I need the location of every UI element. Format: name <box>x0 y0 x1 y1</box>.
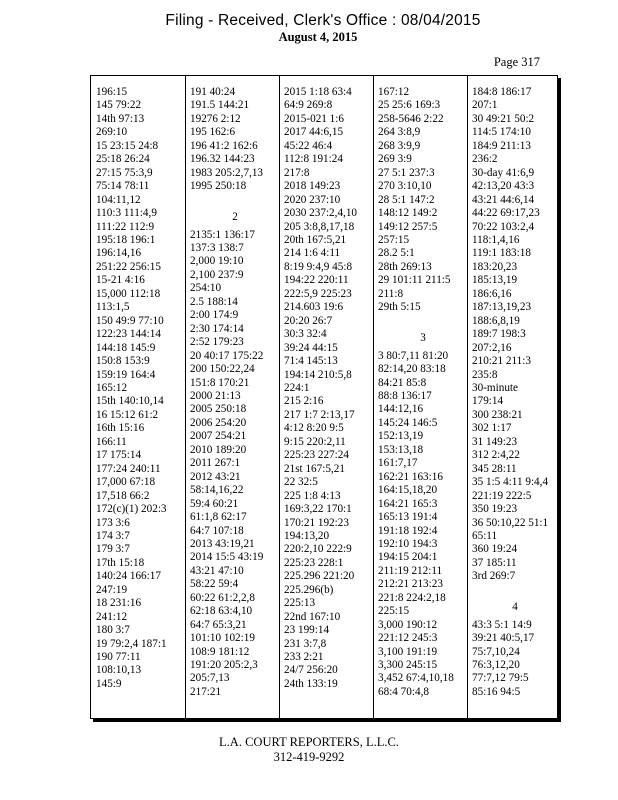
index-entry: 85:16 94:5 <box>472 685 521 698</box>
index-entry: 268 3:9,9 <box>378 139 421 152</box>
index-entry: 150 49:9 77:10 <box>96 314 164 327</box>
index-entry: 2000 21:13 <box>190 389 241 402</box>
index-entry: 173 3:6 <box>96 516 130 529</box>
index-entry: 196.32 144:23 <box>190 153 255 166</box>
index-entry: 149:12 257:5 <box>378 220 438 233</box>
index-entry: 140:24 166:17 <box>96 570 161 583</box>
index-entry: 161:7,17 <box>378 457 418 470</box>
index-entry: 23 199:14 <box>284 624 330 637</box>
index-entry: 189:7 198:3 <box>472 328 526 341</box>
index-entry: 2014 15:5 43:19 <box>190 551 264 564</box>
index-entry: 179 3:7 <box>96 543 130 556</box>
index-entry: 214.603 19:6 <box>284 301 344 314</box>
index-entry: 200 150:22,24 <box>190 363 255 376</box>
index-entry: 17,000 67:18 <box>96 476 156 489</box>
index-entry: 1995 250:18 <box>190 180 247 193</box>
index-entry: 269:10 <box>96 126 128 139</box>
index-entry: 15-21 4:16 <box>96 274 145 287</box>
index-entry: 224:1 <box>284 381 310 394</box>
index-entry: 165:12 <box>96 381 128 394</box>
index-entry: 3,100 191:19 <box>378 645 438 658</box>
index-entry: 2.5 188:14 <box>190 295 238 308</box>
index-entry: 233 2:21 <box>284 651 324 664</box>
index-entry: 225:23 227:24 <box>284 449 349 462</box>
index-entry: 45:22 46:4 <box>284 139 333 152</box>
index-entry: 205 3:8,8,17,18 <box>284 220 355 233</box>
index-entry: 221:8 224:2,18 <box>378 591 446 604</box>
index-entry: 28th 269:13 <box>378 260 432 273</box>
index-entry: 269 3:9 <box>378 153 412 166</box>
index-entry: 64:9 269:8 <box>284 99 333 112</box>
index-entry: 64:7 107:18 <box>190 524 244 537</box>
index-entry: 19276 2:12 <box>190 112 241 125</box>
index-entry: 270 3:10,10 <box>378 180 432 193</box>
index-entry: 61:1,8 62:17 <box>190 511 247 524</box>
index-entry: 43:3 5:1 14:9 <box>472 618 532 631</box>
index-entry: 312 2:4,22 <box>472 449 520 462</box>
index-entry: 2030 237:2,4,10 <box>284 207 358 220</box>
index-entry: 231 3:7,8 <box>284 637 327 650</box>
index-entry: 177:24 240:11 <box>96 462 161 475</box>
index-entry: 58:22 59:4 <box>190 578 239 591</box>
index-entry: 153:13,18 <box>378 443 424 456</box>
index-entry: 2012 43:21 <box>190 470 241 483</box>
index-entry: 254:10 <box>190 282 222 295</box>
index-entry: 119:1 183:18 <box>472 247 531 260</box>
index-entry: 29th 5:15 <box>378 301 421 314</box>
index-column-5 <box>467 76 558 718</box>
index-entry: 2:30 174:14 <box>190 322 244 335</box>
index-entry: 345 28:11 <box>472 462 517 475</box>
index-entry: 43:21 44:6,14 <box>472 193 535 206</box>
filing-date: August 4, 2015 <box>278 30 358 44</box>
index-entry: 2:00 174:9 <box>190 309 239 322</box>
index-entry: 108:10,13 <box>96 664 142 677</box>
index-entry: 35 1:5 4:11 9:4,4 <box>472 476 549 489</box>
index-entry: 159:19 164:4 <box>96 368 156 381</box>
index-entry: 108:9 181:12 <box>190 645 250 658</box>
filing-stamp: Filing - Received, Clerk's Office : 08/04/2015 <box>165 12 481 29</box>
index-entry: 207:1 <box>472 99 498 112</box>
index-entry: 2007 254:21 <box>190 430 247 443</box>
index-entry: 2011 267:1 <box>190 457 241 470</box>
index-entry: 191.5 144:21 <box>190 99 250 112</box>
index-entry: 205:7,13 <box>190 672 230 685</box>
index-entry: 145 79:22 <box>96 99 142 112</box>
index-entry: 192:10 194:3 <box>378 537 438 550</box>
index-entry: 30:3 32:4 <box>284 328 327 341</box>
index-entry: 217:8 <box>284 166 310 179</box>
index-entry: 17,518 66:2 <box>96 489 150 502</box>
index-entry: 2,100 237:9 <box>190 268 244 281</box>
index-entry: 247:19 <box>96 583 128 596</box>
index-entry: 2005 250:18 <box>190 403 247 416</box>
index-entry: 196:15 <box>96 86 128 98</box>
index-entry: 302 1:17 <box>472 422 512 435</box>
index-entry: 170:21 192:23 <box>284 516 349 529</box>
index-entry: 185:13,19 <box>472 274 518 287</box>
index-section-heading: 3 <box>420 332 426 345</box>
index-entry: 220:2,10 222:9 <box>284 543 352 556</box>
index-entry: 15,000 112:18 <box>96 287 161 300</box>
index-entry: 3,000 190:12 <box>378 618 438 631</box>
index-entry: 191:18 192:4 <box>378 524 438 537</box>
index-entry <box>378 315 468 328</box>
index-entry: 110:3 111:4,9 <box>96 207 157 220</box>
index-entry: 104:11,12 <box>96 193 141 206</box>
index-entry: 88:8 136:17 <box>378 389 432 402</box>
index-entry: 2006 254:20 <box>190 416 247 429</box>
index-entry: 221:19 222:5 <box>472 489 532 502</box>
index-entry: 225 1:8 4:13 <box>284 489 341 502</box>
index-entry: 194:14 210:5,8 <box>284 368 352 381</box>
index-entry: 183:20,23 <box>472 260 518 273</box>
index-entry: 215 2:16 <box>284 395 324 408</box>
index-entry: 28 5:1 147:2 <box>378 193 435 206</box>
index-entry: 191 40:24 <box>190 86 236 98</box>
index-entry: 8:19 9:4,9 45:8 <box>284 260 353 273</box>
index-entry: 114:5 174:10 <box>472 126 531 139</box>
index-entry: 257:15 <box>378 233 410 246</box>
index-entry: 62:18 63:4,10 <box>190 605 253 618</box>
footer <box>0 735 618 765</box>
index-entry: 111:22 112:9 <box>96 220 155 233</box>
index-entry: 195 162:6 <box>190 126 236 139</box>
index-entry: 75:7,10,24 <box>472 645 520 658</box>
index-entry: 184:9 211:13 <box>472 139 531 152</box>
index-entry: 264 3:8,9 <box>378 126 421 139</box>
index-entry: 39:21 40:5,17 <box>472 632 535 645</box>
index-entry: 25 25:6 169:3 <box>378 99 441 112</box>
index-column-3 <box>279 76 374 718</box>
index-entry: 44:22 69:17,23 <box>472 207 540 220</box>
index-entry: 165:13 191:4 <box>378 511 438 524</box>
page-number: Page 317 <box>493 55 540 69</box>
index-entry: 20:20 26:7 <box>284 314 333 327</box>
index-entry: 152:13,19 <box>378 430 424 443</box>
index-entry: 144:18 145:9 <box>96 341 156 354</box>
index-entry: 2135:1 136:17 <box>190 228 255 241</box>
index-entry: 68:4 70:4,8 <box>378 685 429 698</box>
index-entry: 186:6,16 <box>472 287 512 300</box>
index-entry: 30-day 41:6,9 <box>472 166 535 179</box>
index-entry: 144:12,16 <box>378 403 424 416</box>
index-entry: 225:15 <box>378 605 410 618</box>
index-entry: 211:19 212:11 <box>378 564 443 577</box>
index-entry: 70:22 103:2,4 <box>472 220 535 233</box>
index-section-heading: 2 <box>232 211 238 224</box>
index-entry: 20 40:17 175:22 <box>190 349 264 362</box>
index-entry: 188:6,8,19 <box>472 314 520 327</box>
index-entry: 150:8 153:9 <box>96 355 150 368</box>
index-entry: 145:24 146:5 <box>378 416 438 429</box>
index-entry: 2013 43:19,21 <box>190 537 255 550</box>
index-entry: 17th 15:18 <box>96 556 145 569</box>
index-entry: 36 50:10,22 51:1 <box>472 516 549 529</box>
index-entry: 2,000 19:10 <box>190 255 244 268</box>
index-column-2 <box>185 76 280 718</box>
index-entry: 162:21 163:16 <box>378 470 443 483</box>
index-entry: 212:21 213:23 <box>378 578 443 591</box>
index-entry: 39:24 44:15 <box>284 341 338 354</box>
index-entry: 180 3:7 <box>96 624 130 637</box>
index-entry: 236:2 <box>472 153 498 166</box>
index-entry <box>190 194 280 207</box>
index-entry: 9:15 220:2,11 <box>284 435 346 448</box>
index-entry: 15 23:15 24:8 <box>96 139 159 152</box>
index-section-heading: 4 <box>512 601 518 614</box>
index-entry: 28.2 5:1 <box>378 247 415 260</box>
index-entry: 210:21 211:3 <box>472 355 531 368</box>
index-entry: 43:21 47:10 <box>190 564 244 577</box>
index-entry: 217:21 <box>190 685 222 698</box>
index-entry: 225.296(b) <box>284 583 334 596</box>
index-entry: 360 19:24 <box>472 543 518 556</box>
court-reporter-phone: 312-419-9292 <box>273 750 345 764</box>
index-entry: 112:8 191:24 <box>284 153 343 166</box>
index-entry: 65:11 <box>472 529 498 542</box>
index-entry: 17 175:14 <box>96 449 142 462</box>
index-entry: 82:14,20 83:18 <box>378 363 446 376</box>
index-entry: 151:8 170:21 <box>190 376 250 389</box>
index-entry: 148:12 149:2 <box>378 207 438 220</box>
index-entry: 22 32:5 <box>284 476 318 489</box>
index-entry: 30 49:21 50:2 <box>472 112 535 125</box>
index-entry: 2020 237:10 <box>284 193 341 206</box>
index-entry: 195:18 196:1 <box>96 233 156 246</box>
index-entry: 42:13,20 43:3 <box>472 180 535 193</box>
index-entry: 190 77:11 <box>96 651 141 664</box>
index-entry: 27:15 75:3,9 <box>96 166 153 179</box>
filing-header <box>0 12 618 45</box>
index-entry: 164:21 165:3 <box>378 497 438 510</box>
index-entry: 24th 133:19 <box>284 677 338 690</box>
index-entry: 350 19:23 <box>472 503 518 516</box>
index-entry: 217 1:7 2:13,17 <box>284 408 355 421</box>
index-entry: 60:22 61:2,2,8 <box>190 591 255 604</box>
index-entry: 113:1,5 <box>96 301 130 314</box>
index-column-4 <box>373 76 468 718</box>
index-entry: 25:18 26:24 <box>96 153 150 166</box>
index-entry: 58:14,16,22 <box>190 484 244 497</box>
index-entry: 3rd 269:7 <box>472 570 516 583</box>
index-entry: 166:11 <box>96 435 127 448</box>
index-entry <box>472 584 558 597</box>
index-entry: 221:12 245:3 <box>378 632 438 645</box>
index-entry: 225:23 228:1 <box>284 556 344 569</box>
index-entry: 118:1,4,16 <box>472 233 520 246</box>
index-entry: 300 238:21 <box>472 408 523 421</box>
index-entry: 31 149:23 <box>472 435 518 448</box>
index-entry: 194:22 220:11 <box>284 274 349 287</box>
index-entry: 194:13,20 <box>284 529 330 542</box>
index-entry: 196 41:2 162:6 <box>190 139 258 152</box>
index-entry: 122:23 144:14 <box>96 328 161 341</box>
index-entry: 214 1:6 4:11 <box>284 247 341 260</box>
index-entry: 75:14 78:11 <box>96 180 150 193</box>
index-entry: 211:8 <box>378 287 404 300</box>
index-entry: 64:7 65:3,21 <box>190 618 247 631</box>
index-entry: 22nd 167:10 <box>284 610 341 623</box>
index-entry: 2010 189:20 <box>190 443 247 456</box>
index-entry: 24/7 256:20 <box>284 664 338 677</box>
index-entry: 3 80:7,11 81:20 <box>378 349 449 362</box>
index-entry: 222:5,9 225:23 <box>284 287 352 300</box>
index-entry: 1983 205:2,7,13 <box>190 166 264 179</box>
index-entry: 169:3,22 170:1 <box>284 503 352 516</box>
index-entry: 225:13 <box>284 597 316 610</box>
index-entry: 76:3,12,20 <box>472 659 520 672</box>
index-entry: 2015 1:18 63:4 <box>284 86 352 98</box>
index-entry: 174 3:7 <box>96 529 130 542</box>
index-entry: 2015-021 1:6 <box>284 112 344 125</box>
index-entry: 4:12 8:20 9:5 <box>284 422 344 435</box>
index-entry: 145:9 <box>96 677 122 690</box>
index-entry: 251:22 256:15 <box>96 260 161 273</box>
index-entry: 3,300 245:15 <box>378 659 438 672</box>
index-entry: 14th 97:13 <box>96 112 145 125</box>
index-entry: 164:15,18,20 <box>378 484 438 497</box>
index-entry: 241:12 <box>96 610 128 623</box>
court-reporter-name: L.A. COURT REPORTERS, L.L.C. <box>219 735 399 749</box>
index-entry: 27 5:1 237:3 <box>378 166 435 179</box>
index-entry: 258-5646 2:22 <box>378 112 444 125</box>
index-entry: 59:4 60:21 <box>190 497 239 510</box>
index-entry: 3,452 67:4,10,18 <box>378 672 454 685</box>
index-entry: 196:14,16 <box>96 247 142 260</box>
index-entry: 16 15:12 61:2 <box>96 408 159 421</box>
index-entry: 101:10 102:19 <box>190 632 255 645</box>
index-entry: 184:8 186:17 <box>472 86 532 98</box>
index-entry: 194:15 204:1 <box>378 551 438 564</box>
index-entry: 179:14 <box>472 395 504 408</box>
index-entry: 19 79:2,4 187:1 <box>96 637 167 650</box>
index-entry: 191:20 205:2,3 <box>190 659 258 672</box>
index-entry: 2018 149:23 <box>284 180 341 193</box>
index-entry: 2017 44:6,15 <box>284 126 344 139</box>
index-entry: 77:7,12 79:5 <box>472 672 529 685</box>
index-entry: 37 185:11 <box>472 556 517 569</box>
index-entry: 207:2,16 <box>472 341 512 354</box>
index-entry: 30-minute <box>472 381 518 394</box>
index-entry: 20th 167:5,21 <box>284 233 347 246</box>
index-entry: 137:3 138:7 <box>190 241 244 254</box>
index-entry: 71:4 145:13 <box>284 355 338 368</box>
index-entry: 84:21 85:8 <box>378 376 427 389</box>
index-column-1 <box>91 76 185 718</box>
index-entry: 187:13,19,23 <box>472 301 532 314</box>
index-entry: 29 101:11 211:5 <box>378 274 451 287</box>
index-entry: 167:12 <box>378 86 410 98</box>
index-entry: 172(c)(1) 202:3 <box>96 503 167 516</box>
index-entry: 16th 15:16 <box>96 422 145 435</box>
index-entry: 21st 167:5,21 <box>284 462 345 475</box>
index-entry: 225.296 221:20 <box>284 570 355 583</box>
index-entry: 2:52 179:23 <box>190 336 244 349</box>
index-entry: 15th 140:10,14 <box>96 395 164 408</box>
index-entry: 18 231:16 <box>96 597 142 610</box>
index-entry: 235:8 <box>472 368 498 381</box>
word-index-frame <box>90 75 558 719</box>
